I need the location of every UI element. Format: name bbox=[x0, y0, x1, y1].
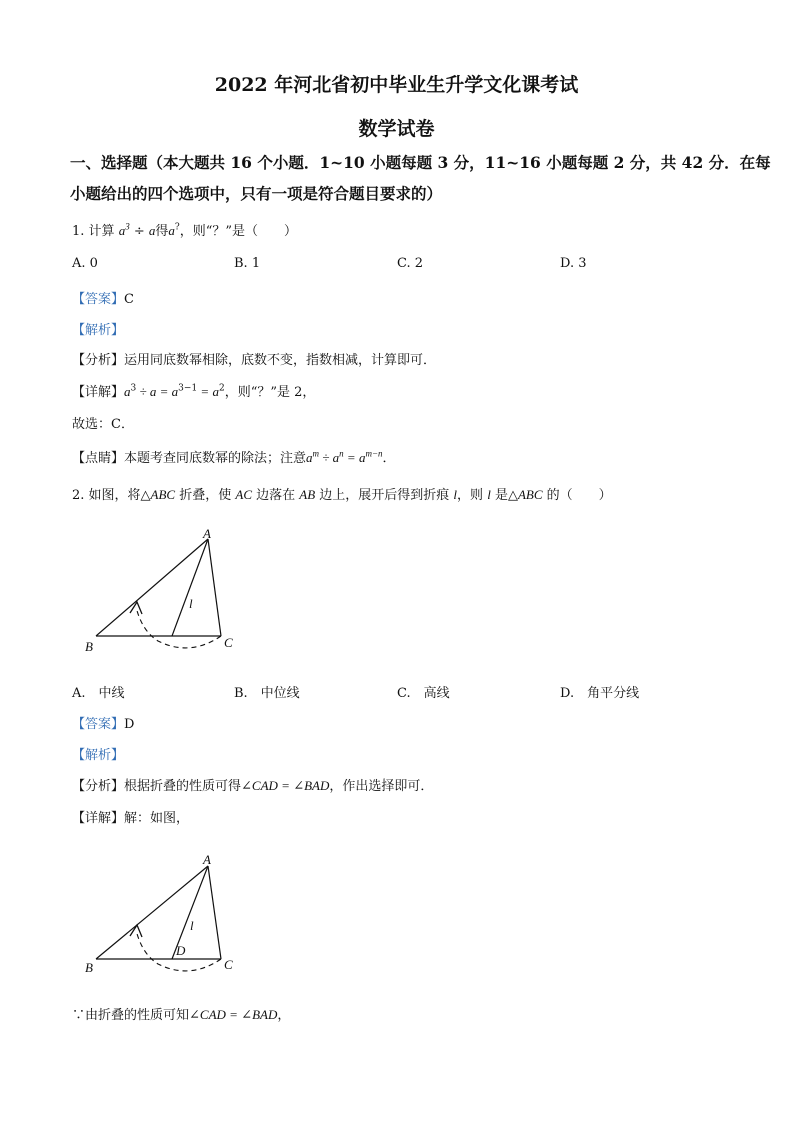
fig1-label-b: B bbox=[85, 639, 93, 654]
q1-option-b: B. 1 bbox=[234, 256, 261, 271]
q1-dj-n: n bbox=[339, 448, 344, 459]
q2-option-b: B. 中位线 bbox=[234, 686, 300, 701]
fig1-side-ab bbox=[96, 539, 208, 636]
q2-abc1: ABC bbox=[150, 487, 176, 502]
fig2-label-a: A bbox=[203, 852, 211, 867]
q2-text-b: 折叠，使 bbox=[175, 488, 236, 503]
q2-l1: l bbox=[453, 487, 458, 502]
q1-base2: a bbox=[148, 223, 156, 238]
q2-figure-1 bbox=[80, 525, 250, 655]
q2-answer-value: D bbox=[124, 717, 135, 732]
q2-l2: l bbox=[487, 487, 491, 502]
q2-answer bbox=[72, 713, 134, 732]
q1-exp: 3 bbox=[125, 221, 130, 232]
fig2-label-d: D bbox=[176, 943, 186, 958]
page-subtitle: 数学试卷 bbox=[358, 118, 435, 140]
q1-xj-eq: = a bbox=[197, 384, 219, 399]
q2-abc2: ABC bbox=[517, 487, 543, 502]
q2-fenxi-tag: 【分析】 bbox=[72, 779, 125, 794]
q1-xj-a: a bbox=[124, 384, 131, 399]
q2-option-d: D. 角平分线 bbox=[560, 686, 640, 701]
q2-xiangjie-tag: 【详解】 bbox=[72, 811, 125, 826]
q1-option-d: D. 3 bbox=[560, 256, 587, 271]
q1-base3: a bbox=[168, 223, 175, 238]
fig1-fold-arc bbox=[136, 607, 221, 648]
q2-option-a: A. 中线 bbox=[72, 686, 125, 701]
q1-fenxi bbox=[72, 349, 436, 368]
q1-guxuan: 故选：C． bbox=[72, 417, 134, 432]
q1-dj-end: ． bbox=[382, 451, 396, 466]
q2-fenxi-math: ∠CAD = ∠BAD bbox=[241, 778, 330, 793]
q1-xj-e3: 2 bbox=[218, 383, 225, 394]
q1-dj-a: a bbox=[306, 450, 313, 465]
q1-dianjing bbox=[72, 447, 396, 466]
q1-answer bbox=[72, 288, 134, 307]
q1-de: 得 bbox=[155, 224, 169, 239]
q2-answer-tag: 【答案】 bbox=[72, 717, 125, 732]
q1-xj-e2: 3−1 bbox=[178, 383, 198, 394]
fig1-label-a: A bbox=[203, 526, 211, 541]
q2-xiangjie-text: 解：如图， bbox=[124, 811, 190, 826]
q1-dj-div: ÷ a bbox=[319, 450, 340, 465]
q2-fenxi-a: 根据折叠的性质可得 bbox=[124, 779, 242, 794]
q1-xj-tail: ，则“？”是 2， bbox=[224, 385, 316, 400]
section-heading-line1: 一、选择题（本大题共 16 个小题．1~10 小题每题 3 分，11~16 小题每题 2 分，共 42 分．在每 bbox=[70, 153, 771, 172]
q1-option-c: C. 2 bbox=[397, 256, 424, 271]
q2-option-c: C. 高线 bbox=[397, 686, 450, 701]
fig2-label-l: l bbox=[190, 918, 194, 933]
q1-option-a: A. 0 bbox=[72, 256, 98, 271]
q2-because-a: ∵由折叠的性质可知 bbox=[72, 1008, 190, 1023]
q2-ac: AC bbox=[235, 487, 252, 502]
q1-dj-eq: = a bbox=[343, 450, 366, 465]
q1-xiangjie-tag: 【详解】 bbox=[72, 385, 125, 400]
fig1-arrowhead-icon bbox=[130, 602, 142, 614]
q1-dianjing-tag: 【点睛】 bbox=[72, 451, 125, 466]
q2-text-c: 边落在 bbox=[252, 488, 300, 503]
q1-xj-mid: ÷ a = a bbox=[136, 384, 179, 399]
q1-xiangjie bbox=[72, 381, 315, 400]
fig1-label-l: l bbox=[189, 596, 193, 611]
q1-dianjing-text: 本题考查同底数幂的除法；注意 bbox=[124, 451, 307, 466]
q1-xj-e1: 3 bbox=[130, 383, 137, 394]
q2-because-math: ∠CAD = ∠BAD bbox=[189, 1007, 278, 1022]
q1-fenxi-tag: 【分析】 bbox=[72, 353, 125, 368]
q2-text-a: 2. 如图，将△ bbox=[72, 488, 151, 503]
q1-answer-value: C bbox=[124, 292, 134, 307]
q2-text-d: 边上，展开后得到折痕 bbox=[315, 488, 454, 503]
fig2-label-c: C bbox=[224, 957, 233, 972]
q2-fenxi-b: ，作出选择即可． bbox=[329, 779, 434, 794]
q1-dj-m: m bbox=[312, 448, 320, 459]
fig1-crease-l bbox=[172, 539, 208, 636]
q1-jiexi: 【解析】 bbox=[72, 323, 125, 338]
q2-text-e: ，则 bbox=[457, 488, 488, 503]
q2-xiangjie bbox=[72, 807, 189, 826]
q2-text-g: 的（ ） bbox=[542, 488, 612, 503]
q2-figure-2 bbox=[80, 848, 250, 978]
fig2-arrowhead-icon bbox=[130, 925, 142, 937]
q1-dj-mn: m−n bbox=[365, 448, 383, 459]
q1-tail: ，则“？”是（ ） bbox=[179, 224, 297, 239]
fig2-side-ab bbox=[96, 866, 208, 959]
q2-ab: AB bbox=[299, 487, 316, 502]
page-title: 2022 年河北省初中毕业生升学文化课考试 bbox=[214, 74, 579, 96]
q2-because-b: ， bbox=[277, 1008, 291, 1023]
section-heading-line2: 小题给出的四个选项中，只有一项是符合题目要求的） bbox=[70, 184, 443, 203]
fig1-side-ac bbox=[208, 539, 221, 636]
q2-text-f: 是△ bbox=[490, 488, 518, 503]
q1-base: a bbox=[118, 223, 126, 238]
q1-stem bbox=[72, 220, 297, 239]
q2-stem bbox=[72, 484, 612, 503]
fig1-label-c: C bbox=[224, 635, 233, 650]
q2-fenxi bbox=[72, 775, 433, 794]
q2-because bbox=[72, 1004, 290, 1023]
fig2-side-ac bbox=[208, 866, 221, 959]
q1-fenxi-text: 运用同底数幂相除，底数不变，指数相减，计算即可． bbox=[124, 353, 437, 368]
q1-qmark: ? bbox=[174, 222, 180, 233]
q1-div: ÷ bbox=[129, 224, 149, 239]
q2-jiexi: 【解析】 bbox=[72, 748, 125, 763]
q1-answer-tag: 【答案】 bbox=[72, 292, 125, 307]
q1-prefix: 1. 计算 bbox=[72, 224, 115, 239]
fig2-label-b: B bbox=[85, 960, 93, 975]
